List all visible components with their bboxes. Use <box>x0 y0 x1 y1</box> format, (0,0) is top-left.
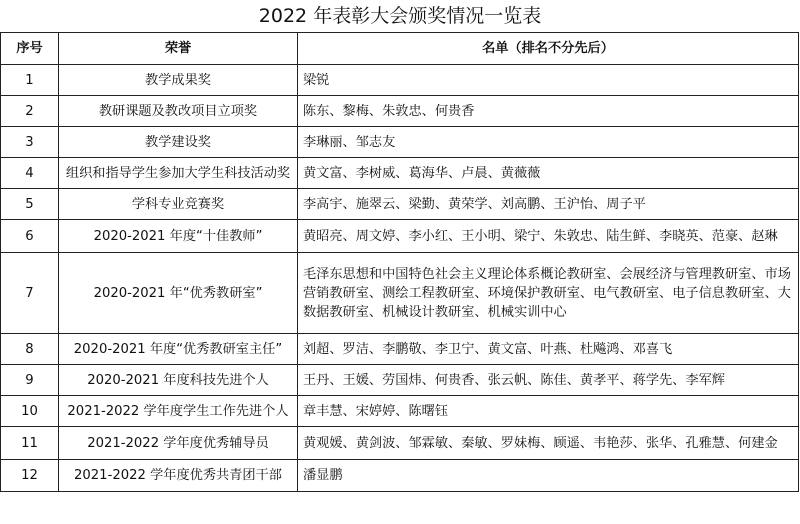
row-index: 5 <box>1 189 59 220</box>
row-names: 李琳丽、邹志友 <box>298 127 799 158</box>
row-index: 8 <box>1 334 59 365</box>
row-names: 黄昭亮、周文婷、李小红、王小明、梁宁、朱敦忠、陆生鲜、李晓英、范豪、赵琳 <box>298 220 799 253</box>
row-honor: 2020-2021 年“优秀教研室” <box>59 253 298 334</box>
row-names: 黄观媛、黄剑波、邹霖敏、秦敏、罗妹梅、顾遥、韦艳莎、张华、孔雅慧、何建金 <box>298 427 799 460</box>
row-honor: 学科专业竞赛奖 <box>59 189 298 220</box>
row-index: 11 <box>1 427 59 460</box>
row-names: 章丰慧、宋婷婷、陈曙钰 <box>298 396 799 427</box>
table-row <box>1 334 799 365</box>
row-index: 10 <box>1 396 59 427</box>
table-header-row <box>1 33 799 65</box>
row-index: 6 <box>1 220 59 253</box>
table-row <box>1 427 799 460</box>
row-index: 12 <box>1 460 59 492</box>
table-row <box>1 127 799 158</box>
row-names: 王丹、王媛、劳国炜、何贵香、张云帆、陈佳、黄孝平、蒋学先、李军辉 <box>298 365 799 396</box>
row-honor: 2021-2022 学年度学生工作先进个人 <box>59 396 298 427</box>
header-names: 名单（排名不分先后） <box>298 33 799 65</box>
row-honor: 2020-2021 年度“优秀教研室主任” <box>59 334 298 365</box>
table-row <box>1 253 799 334</box>
table-row <box>1 96 799 127</box>
awards-table <box>0 32 799 492</box>
table-row <box>1 65 799 96</box>
table-row <box>1 158 799 189</box>
row-honor: 教研课题及教改项目立项奖 <box>59 96 298 127</box>
row-index: 1 <box>1 65 59 96</box>
row-honor: 2021-2022 学年度优秀共青团干部 <box>59 460 298 492</box>
row-names: 刘超、罗洁、李鹏敬、李卫宁、黄文富、叶燕、杜飚鸿、邓喜飞 <box>298 334 799 365</box>
page-title: 2022 年表彰大会颁奖情况一览表 <box>258 5 542 27</box>
row-honor: 2021-2022 学年度优秀辅导员 <box>59 427 298 460</box>
row-honor: 教学建设奖 <box>59 127 298 158</box>
row-names: 梁锐 <box>298 65 799 96</box>
row-index: 4 <box>1 158 59 189</box>
table-row <box>1 189 799 220</box>
header-honor: 荣誉 <box>59 33 298 65</box>
row-index: 3 <box>1 127 59 158</box>
row-names: 毛泽东思想和中国特色社会主义理论体系概论教研室、会展经济与管理教研室、市场营销教研室、测绘工程教研室、环境保护教研室、电气教研室、电子信息教研室、大数据教研室、机械设计教研室、机械实训中心 <box>298 253 799 334</box>
row-names: 李高宇、施翠云、梁勤、黄荣学、刘高鹏、王沪怡、周子平 <box>298 189 799 220</box>
row-names: 陈东、黎梅、朱敦忠、何贵香 <box>298 96 799 127</box>
table-row <box>1 396 799 427</box>
row-names: 黄文富、李树威、葛海华、卢晨、黄薇薇 <box>298 158 799 189</box>
table-row <box>1 365 799 396</box>
row-index: 7 <box>1 253 59 334</box>
row-honor: 组织和指导学生参加大学生科技活动奖 <box>59 158 298 189</box>
row-names: 潘显鹏 <box>298 460 799 492</box>
row-honor: 2020-2021 年度“十佳教师” <box>59 220 298 253</box>
table-row <box>1 460 799 492</box>
header-index: 序号 <box>1 33 59 65</box>
row-honor: 2020-2021 年度科技先进个人 <box>59 365 298 396</box>
row-honor: 教学成果奖 <box>59 65 298 96</box>
row-index: 2 <box>1 96 59 127</box>
row-index: 9 <box>1 365 59 396</box>
table-row <box>1 220 799 253</box>
